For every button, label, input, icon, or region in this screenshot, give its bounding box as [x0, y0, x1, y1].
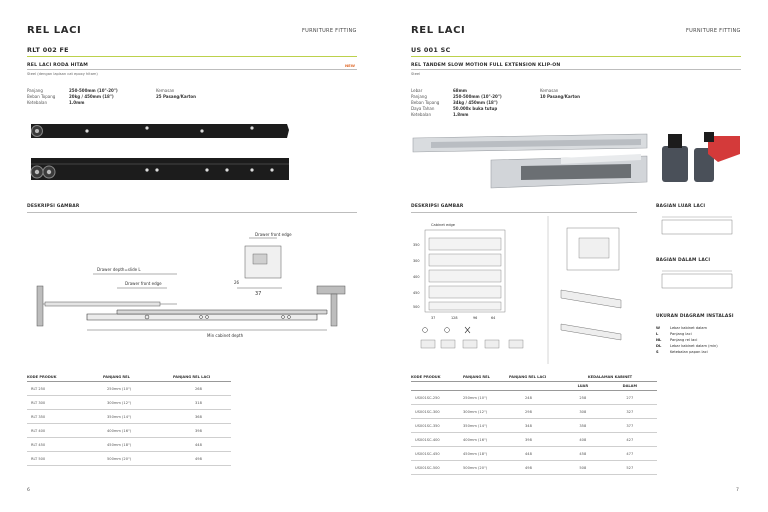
- install-size-title: UKURAN DIAGRAM INSTALASI: [656, 314, 734, 319]
- packing-info: Kemasan 25 Pasang/Karton: [156, 88, 197, 99]
- min-cabinet-depth-label: Min cabinet depth: [207, 333, 244, 338]
- material-note: Steel: [411, 72, 421, 76]
- rail-bottom-image: [31, 158, 289, 180]
- drawer-depth-label: Drawer depth=slide L: [97, 267, 141, 272]
- material-note: Steel (dengan lapisan cat epoxy hitam): [27, 72, 98, 76]
- table-header-row: KODE PRODUK PANJANG REL PANJANG REL LACI KEDALAMAN KABINET: [411, 373, 657, 382]
- page-title: REL LACI: [27, 25, 82, 36]
- bottom-dimension: 96: [473, 316, 478, 320]
- rail-technical-diagram: [27, 218, 357, 346]
- header-category: FURNITURE FITTING: [302, 28, 357, 34]
- clip-product-photo: [660, 126, 742, 190]
- inner-drawer-title: BAGIAN DALAM LACI: [656, 258, 711, 263]
- subtitle-divider: [411, 69, 741, 70]
- outer-drawer-title: BAGIAN LUAR LACI: [656, 204, 706, 209]
- height-label: 400: [413, 275, 420, 279]
- table-row: RLT 300 300mm (12") 318: [27, 396, 231, 410]
- packing-info: Kemasan 10 Pasang/Karton: [540, 88, 581, 99]
- dimension-37: 37: [255, 291, 262, 297]
- table-row: RLT 500 500mm (20") 498: [27, 452, 231, 466]
- slide-product-photo: [411, 130, 651, 192]
- spec-row: Lebar 68mm: [411, 88, 467, 93]
- section-title: DESKRIPSI GAMBAR: [411, 204, 464, 209]
- legend-list: [656, 325, 718, 355]
- inner-drawer-diagram: [656, 266, 740, 294]
- section-divider: [411, 212, 637, 213]
- table-row: US001SC-400 400mm (16") 398 408 427: [411, 433, 657, 447]
- table-row: US001SC-500 500mm (20") 498 508 527: [411, 461, 657, 475]
- page-title: REL LACI: [411, 25, 466, 36]
- legend-item: W Lebar kabinet dalam: [656, 326, 707, 330]
- subtitle-divider: [27, 69, 357, 70]
- bottom-dimension: 128: [451, 316, 458, 320]
- rail-top-image: [31, 124, 289, 138]
- legend-item: DL Lebar kabinet dalam (min): [656, 344, 718, 348]
- table-row: US001SC-450 450mm (18") 448 458 477: [411, 447, 657, 461]
- accent-divider: [411, 56, 741, 57]
- spec-row: Daya Tahan 50.000x buka tutup: [411, 106, 498, 111]
- new-badge: NEW: [345, 63, 355, 68]
- spec-row: Beban Topang 20kg / 450mm (18"): [27, 94, 114, 99]
- spec-row: Beban Topang 34kg / 450mm (18"): [411, 100, 498, 105]
- legend-item: L Panjang laci: [656, 332, 692, 336]
- legend-item: S Ketebalan papan laci: [656, 350, 708, 354]
- table-row: RLT 250 250mm (10") 268: [27, 382, 231, 396]
- table-row: RLT 350 350mm (14") 368: [27, 410, 231, 424]
- height-label: 350: [413, 243, 420, 247]
- table-row: RLT 450 450mm (18") 448: [27, 438, 231, 452]
- table-subheader-row: LUAR DALAM: [411, 382, 657, 391]
- cabinet-edge-label: Cabinet edge: [431, 223, 456, 227]
- spec-row: Ketebalan 1.0mm: [27, 100, 85, 105]
- right-page: [384, 0, 768, 512]
- table-header-row: KODE PRODUK PANJANG REL PANJANG REL LACI: [27, 373, 231, 382]
- spec-list: [411, 88, 502, 118]
- spec-row: Panjang 250-500mm (10"-20"): [411, 94, 502, 99]
- spec-row: Panjang 250-500mm (10"-20"): [27, 88, 118, 93]
- header-category: FURNITURE FITTING: [686, 28, 741, 34]
- height-label: 450: [413, 291, 420, 295]
- page-number: 6: [27, 488, 30, 493]
- table-row: US001SC-300 300mm (12") 298 308 327: [411, 405, 657, 419]
- product-subtitle: REL LACI RODA HITAM: [27, 63, 89, 68]
- height-label: 500: [413, 305, 420, 309]
- drawer-front-edge-label: Drawer front edge: [125, 281, 162, 286]
- outer-drawer-diagram: [656, 212, 740, 240]
- bottom-dimension: 37: [431, 316, 436, 320]
- section-divider: [27, 212, 357, 213]
- table-row: US001SC-350 350mm (14") 348 358 377: [411, 419, 657, 433]
- bottom-dimension: 64: [491, 316, 496, 320]
- table-row: RLT 400 400mm (16") 398: [27, 424, 231, 438]
- rail-product-photo: [27, 120, 293, 190]
- dimension-26: 26: [234, 280, 240, 285]
- product-table: [411, 373, 657, 475]
- spec-list: [27, 88, 118, 106]
- height-label: 300: [413, 259, 420, 263]
- product-code: RLT 002 FE: [27, 46, 69, 54]
- product-table: [27, 373, 231, 466]
- accent-divider: [27, 56, 357, 57]
- spec-row: Ketebalan 1.8mm: [411, 112, 469, 117]
- table-row: US001SC-250 250mm (10") 248 258 277: [411, 391, 657, 405]
- product-subtitle: REL TANDEM SLOW MOTION FULL EXTENSION KLIP-ON: [411, 63, 561, 68]
- page-number: 7: [736, 488, 739, 493]
- drawer-front-edge-top-label: Drawer front edge: [255, 232, 292, 237]
- legend-item: NL Panjang rel laci: [656, 338, 698, 342]
- installation-diagram: [411, 216, 639, 364]
- section-title: DESKRIPSI GAMBAR: [27, 204, 80, 209]
- product-code: US 001 SC: [411, 46, 451, 54]
